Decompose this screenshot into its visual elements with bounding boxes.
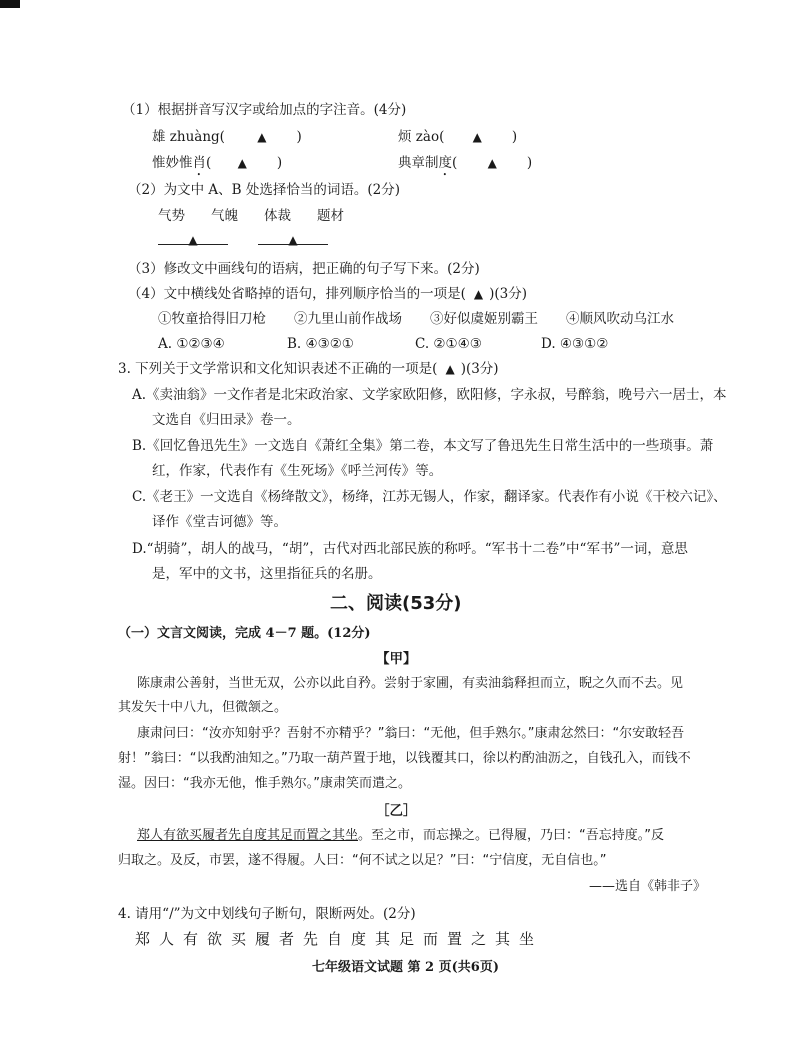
paren-close: ) [511, 129, 518, 145]
verse-item: ③好似虞姬别霸王 [430, 311, 538, 327]
q1-d-label: 典章制 [398, 155, 439, 171]
subsection-heading: （一）文言文阅读，完成 4－7 题。(12分) [118, 626, 371, 641]
paren-close: ) [276, 155, 283, 171]
yi-p1 [137, 826, 664, 846]
q1-c-label: 惟妙惟 [152, 155, 193, 171]
answer-blank-b: ▲ [258, 230, 328, 245]
q1-item-a [152, 127, 302, 147]
q1-a-label: 雄 zhuàng( [152, 129, 225, 145]
q4-title [128, 284, 527, 304]
question3-opt-b-line2: 红，作家，代表作有《生死场》《呼兰河传》等。 [152, 463, 443, 479]
word-option: 气势 [158, 208, 185, 224]
underlined-sentence: 郑人有欲买履者先自度其足而置之其坐 [137, 828, 359, 843]
q4-title-text: （4）文中横线处省略掉的语句，排列顺序恰当的一项是( [128, 286, 466, 302]
question3-opt-c-line2: 译作《堂吉诃德》等。 [152, 514, 287, 530]
paren-open: ( [206, 155, 212, 171]
q2-blanks [158, 232, 328, 252]
word-option: 题材 [317, 208, 344, 224]
answer-blank-icon: ▲ [472, 130, 482, 144]
word-option: 气魄 [211, 208, 238, 224]
verse-item: ②九里山前作战场 [294, 311, 402, 327]
question3-opt-a-line1: A.《卖油翁》一文作者是北宋政治家、文学家欧阳修，欧阳修，字永叔，号醉翁，晚号六一居士，本 [132, 387, 727, 403]
corner-mark [0, 0, 20, 8]
q1-item-d [398, 153, 532, 179]
question4-title: 4. 请用“/”为文中划线句子断句，限断两处。(2分) [118, 906, 416, 922]
page-footer: 七年级语文试题 第 2 页(共6页) [312, 960, 499, 975]
answer-blank-icon: ▲ [445, 362, 455, 376]
source-citation: ——选自《韩非子》 [589, 879, 707, 894]
answer-blank-icon: ▲ [473, 287, 484, 301]
question4-sentence: 郑人有欲买履者先自度其足而置之其坐 [135, 930, 544, 948]
paren-open: ( [452, 155, 458, 171]
q1-d-dotted-char: 度 [438, 155, 452, 171]
paren-close: ) [526, 155, 533, 171]
verse-item: ④顺风吹动乌江水 [566, 311, 674, 327]
question3-opt-d-line2: 是，军中的文书，这里指征兵的名册。 [152, 566, 382, 582]
text-jia-label: 【甲】 [376, 651, 417, 667]
yi-p1-rest: 。至之市，而忘操之。已得履，乃曰：“吾忘持度。”反 [358, 828, 664, 843]
q4-opt-b: B. ④③②① [287, 336, 354, 352]
q2-words [158, 206, 344, 226]
question3-title-text: 3. 下列关于文学常识和文化知识表述不正确的一项是( [118, 361, 438, 377]
q1-c-dotted-char: 肖 [192, 155, 206, 171]
question3-score: )(3分) [460, 361, 499, 377]
q4-opt-d: D. ④③①② [541, 336, 609, 352]
q1-item-b [398, 127, 517, 147]
q4-score: )(3分) [489, 286, 527, 302]
question3-title [118, 359, 499, 379]
paren-close: ) [296, 129, 302, 145]
question3-opt-a-line2: 文选自《归田录》卷一。 [152, 412, 301, 428]
q1-title: （1）根据拼音写汉字或给加点的字注音。(4分) [122, 102, 407, 118]
q1-b-label: 烦 zào( [398, 129, 445, 145]
answer-blank-icon: ▲ [487, 156, 497, 170]
answer-blank-icon: ▲ [257, 130, 267, 144]
word-option: 体裁 [264, 208, 291, 224]
answer-blank-a: ▲ [158, 230, 228, 245]
jia-p2-l3: 湿。因曰：“我亦无他，惟手熟尔。”康肃笑而遣之。 [118, 776, 411, 791]
jia-p1-l1: 陈康肃公善射，当世无双，公亦以此自矜。尝射于家圃，有卖油翁释担而立，睨之久而不去。见 [137, 676, 684, 691]
answer-blank-icon: ▲ [237, 156, 247, 170]
question3-opt-d-line1: D.“胡骑”，胡人的战马，“胡”，古代对西北部民族的称呼。“军书十二卷”中“军书”一词，意思 [132, 541, 688, 557]
q1-item-c [152, 153, 282, 179]
yi-p2: 归取之。及反，市罢，遂不得履。人曰：“何不试之以足？”曰：“宁信度，无自信也。” [118, 853, 607, 868]
jia-p2-l1: 康肃问曰：“汝亦知射乎？吾射不亦精乎？”翁曰：“无他，但手熟尔。”康肃忿然曰：“尔安敢轻吾 [137, 726, 685, 741]
section-heading: 二、阅读(53分) [330, 593, 462, 614]
q3-title: （3）修改文中画线句的语病，把正确的句子写下来。(2分) [128, 261, 480, 277]
q4-opt-a: A. ①②③④ [158, 336, 225, 352]
verse-item: ①牧童拾得旧刀枪 [158, 311, 266, 327]
jia-p2-l2: 射！”翁曰：“以我酌油知之。”乃取一葫芦置于地，以钱覆其口，徐以杓酌油沥之，自钱孔入，而钱不 [118, 751, 691, 766]
text-yi-label: ［乙］ [376, 803, 417, 819]
q2-title: （2）为文中 A、B 处选择恰当的词语。(2分) [128, 182, 400, 198]
question3-opt-b-line1: B.《回忆鲁迅先生》一文选自《萧红全集》第二卷，本文写了鲁迅先生日常生活中的一些琐事。萧 [132, 438, 714, 454]
q4-items [158, 309, 674, 329]
jia-p1-l2: 其发矢十中八九，但微颔之。 [118, 700, 288, 715]
question3-opt-c-line1: C.《老王》一文选自《杨绛散文》，杨绛，江苏无锡人，作家，翻译家。代表作有小说《干校六记》、 [132, 489, 727, 505]
q4-opt-c: C. ②①④③ [415, 336, 482, 352]
